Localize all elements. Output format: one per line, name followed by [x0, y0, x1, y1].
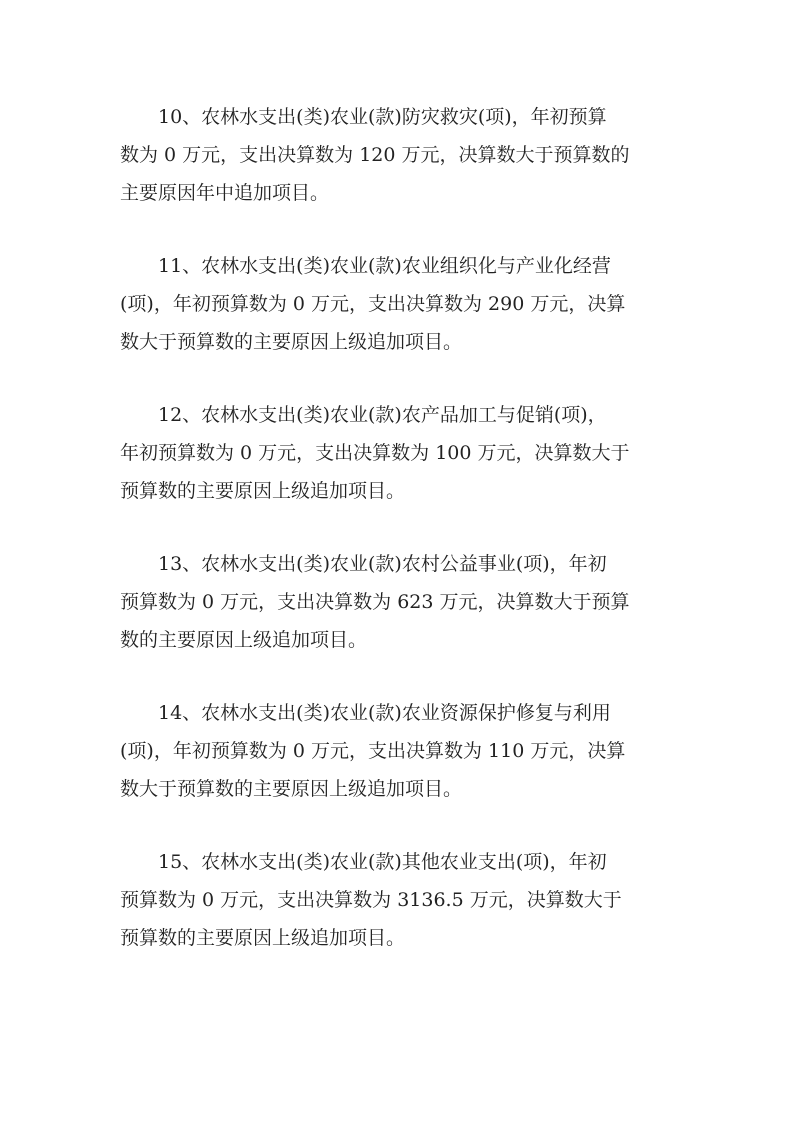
paragraph-line: 年初预算数为 0 万元，支出决算数为 100 万元，决算数大于	[120, 442, 630, 464]
paragraph-line: 预算数为 0 万元，支出决算数为 623 万元，决算数大于预算	[120, 591, 630, 613]
paragraph-line: (项)，年初预算数为 0 万元，支出决算数为 110 万元，决算	[120, 740, 626, 762]
paragraph-line: 13、农林水支出(类)农业(款)农村公益事业(项)，年初	[158, 553, 607, 575]
paragraph-line: 数大于预算数的主要原因上级追加项目。	[120, 778, 463, 800]
paragraph-line: 12、农林水支出(类)农业(款)农产品加工与促销(项)，	[158, 404, 607, 426]
paragraph-line: 预算数的主要原因上级追加项目。	[120, 480, 406, 502]
document-body	[120, 98, 680, 992]
paragraph-line: 数为 0 万元，支出决算数为 120 万元，决算数大于预算数的	[120, 144, 630, 166]
paragraph-line: 数大于预算数的主要原因上级追加项目。	[120, 331, 463, 353]
paragraph-line: 预算数的主要原因上级追加项目。	[120, 927, 406, 949]
paragraph-line: 15、农林水支出(类)农业(款)其他农业支出(项)，年初	[158, 851, 607, 873]
paragraph-line: 10、农林水支出(类)农业(款)防灾救灾(项)，年初预算	[158, 106, 607, 128]
paragraph-line: 14、农林水支出(类)农业(款)农业资源保护修复与利用	[158, 702, 611, 724]
paragraph-item-15	[120, 843, 680, 957]
paragraph-line: 主要原因年中追加项目。	[120, 182, 330, 204]
paragraph-item-14	[120, 694, 680, 808]
paragraph-line: 数的主要原因上级追加项目。	[120, 629, 368, 651]
paragraph-line: 11、农林水支出(类)农业(款)农业组织化与产业化经营	[158, 255, 611, 277]
paragraph-item-11	[120, 247, 680, 361]
paragraph-item-12	[120, 396, 680, 510]
paragraph-line: (项)，年初预算数为 0 万元，支出决算数为 290 万元，决算	[120, 293, 626, 315]
paragraph-line: 预算数为 0 万元，支出决算数为 3136.5 万元，决算数大于	[120, 889, 622, 911]
paragraph-item-13	[120, 545, 680, 659]
paragraph-item-10	[120, 98, 680, 212]
